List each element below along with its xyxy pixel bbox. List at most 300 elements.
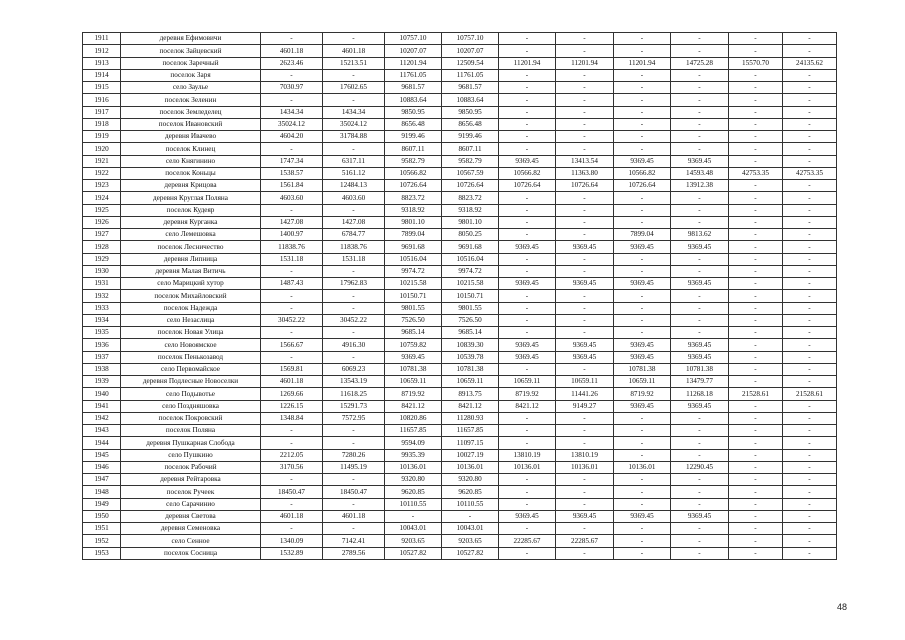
value-cell: - [499,253,556,265]
value-cell: - [729,155,783,167]
value-cell: - [729,449,783,461]
value-cell: - [556,131,614,143]
value-cell: - [499,412,556,424]
value-cell: - [499,118,556,130]
value-cell: - [614,265,671,277]
value-cell: 1340.09 [261,535,323,547]
value-cell: - [556,314,614,326]
value-cell: - [556,265,614,277]
value-cell: - [671,131,729,143]
value-cell: 7030.97 [261,82,323,94]
settlement-name-cell: поселок Ручеек [121,486,261,498]
row-number-cell: 1938 [83,363,121,375]
value-cell: - [729,523,783,535]
row-number-cell: 1926 [83,216,121,228]
value-cell: - [671,535,729,547]
value-cell: 8421.12 [385,400,442,412]
row-number-cell: 1945 [83,449,121,461]
value-cell: - [323,351,385,363]
value-cell: 9801.55 [442,302,499,314]
value-cell: 2623.46 [261,57,323,69]
value-cell: - [323,33,385,45]
settlement-name-cell: поселок Заря [121,69,261,81]
value-cell: 1348.84 [261,412,323,424]
value-cell: - [729,94,783,106]
value-cell: - [671,523,729,535]
value-cell: - [556,363,614,375]
table-row [83,290,837,302]
value-cell: - [614,143,671,155]
settlement-name-cell: село Новоямское [121,339,261,351]
table-row [83,106,837,118]
value-cell: - [671,69,729,81]
row-number-cell: 1952 [83,535,121,547]
settlement-name-cell: поселок Земледелец [121,106,261,118]
value-cell: 35024.12 [323,118,385,130]
value-cell: - [614,486,671,498]
value-cell: 1532.89 [261,547,323,559]
value-cell: 10566.82 [385,167,442,179]
value-cell: 10215.58 [385,278,442,290]
value-cell: - [499,486,556,498]
value-cell: - [556,192,614,204]
value-cell: - [556,253,614,265]
value-cell: 4601.18 [323,45,385,57]
table-row [83,82,837,94]
value-cell: - [671,253,729,265]
table-row [83,241,837,253]
value-cell: 10781.38 [385,363,442,375]
table-row [83,45,837,57]
value-cell: - [783,253,837,265]
value-cell: 9369.45 [671,400,729,412]
value-cell: 9801.10 [385,216,442,228]
value-cell: - [729,510,783,522]
value-cell: 1400.97 [261,229,323,241]
value-cell: - [499,327,556,339]
value-cell: - [729,327,783,339]
table-row [83,547,837,559]
value-cell: 1561.84 [261,180,323,192]
value-cell: 1531.18 [323,253,385,265]
value-cell: 10150.71 [442,290,499,302]
value-cell: - [729,192,783,204]
row-number-cell: 1913 [83,57,121,69]
value-cell: - [729,265,783,277]
value-cell: - [671,94,729,106]
value-cell: - [729,143,783,155]
value-cell: 11268.18 [671,388,729,400]
value-cell: - [323,437,385,449]
table-row [83,265,837,277]
row-number-cell: 1925 [83,204,121,216]
value-cell: - [323,69,385,81]
value-cell: - [614,131,671,143]
value-cell: 1427.08 [261,216,323,228]
value-cell: - [729,376,783,388]
value-cell: - [499,290,556,302]
value-cell: - [614,82,671,94]
value-cell: - [556,547,614,559]
table-row [83,449,837,461]
value-cell: - [499,523,556,535]
value-cell: 10757.10 [442,33,499,45]
settlement-name-cell: поселок Поляна [121,425,261,437]
table-row [83,425,837,437]
table-row [83,216,837,228]
value-cell: - [783,400,837,412]
table-row [83,339,837,351]
settlement-name-cell: поселок Сосница [121,547,261,559]
settlement-name-cell: село Пушкино [121,449,261,461]
row-number-cell: 1944 [83,437,121,449]
value-cell: 8656.48 [385,118,442,130]
value-cell: 6069.23 [323,363,385,375]
table-row [83,253,837,265]
value-cell: 22285.67 [556,535,614,547]
table-row [83,302,837,314]
value-cell: 7526.50 [442,314,499,326]
row-number-cell: 1948 [83,486,121,498]
value-cell: - [614,498,671,510]
value-cell: 10781.38 [614,363,671,375]
settlement-name-cell: село Лемешовка [121,229,261,241]
value-cell: 17602.65 [323,82,385,94]
value-cell: 8421.12 [499,400,556,412]
table-row [83,363,837,375]
value-cell: - [729,363,783,375]
value-cell: 9369.45 [614,339,671,351]
value-cell: 9850.95 [442,106,499,118]
value-cell: - [783,412,837,424]
value-cell: - [783,327,837,339]
value-cell: 9935.39 [385,449,442,461]
value-cell: 11201.94 [614,57,671,69]
value-cell: 10516.04 [442,253,499,265]
value-cell: - [261,327,323,339]
table-row [83,327,837,339]
value-cell: - [783,437,837,449]
value-cell: 24135.62 [783,57,837,69]
value-cell: 8421.12 [442,400,499,412]
value-cell: - [499,143,556,155]
value-cell: 9199.46 [442,131,499,143]
value-cell: - [783,204,837,216]
value-cell: - [614,412,671,424]
settlement-name-cell: поселок Ивановский [121,118,261,130]
value-cell: 4601.18 [261,45,323,57]
value-cell: 10110.55 [385,498,442,510]
value-cell: - [783,216,837,228]
row-number-cell: 1928 [83,241,121,253]
value-cell: 8913.75 [442,388,499,400]
value-cell: - [556,33,614,45]
settlement-name-cell: деревня Ивачево [121,131,261,143]
value-cell: - [556,229,614,241]
value-cell: - [783,523,837,535]
settlement-name-cell: село Сарачинио [121,498,261,510]
value-cell: - [671,33,729,45]
value-cell: 7899.04 [385,229,442,241]
row-number-cell: 1947 [83,474,121,486]
value-cell: - [783,302,837,314]
row-number-cell: 1922 [83,167,121,179]
value-cell: - [783,155,837,167]
value-cell: 13479.77 [671,376,729,388]
value-cell: - [614,290,671,302]
value-cell: 21528.61 [729,388,783,400]
value-cell: - [556,302,614,314]
tariff-table [82,32,837,560]
value-cell: 10726.64 [442,180,499,192]
value-cell: 10781.38 [671,363,729,375]
value-cell: - [729,535,783,547]
settlement-name-cell: деревня Курганка [121,216,261,228]
table-row [83,180,837,192]
value-cell: 13413.54 [556,155,614,167]
value-cell: - [729,204,783,216]
value-cell: 10726.64 [614,180,671,192]
settlement-name-cell: деревня Крицова [121,180,261,192]
value-cell: 1487.43 [261,278,323,290]
value-cell: 11657.85 [442,425,499,437]
value-cell: 7280.26 [323,449,385,461]
value-cell: - [671,216,729,228]
value-cell: 10820.86 [385,412,442,424]
value-cell: - [729,486,783,498]
value-cell: 10566.82 [614,167,671,179]
value-cell: - [783,339,837,351]
value-cell: 21528.61 [783,388,837,400]
value-cell: - [614,204,671,216]
table-row [83,388,837,400]
row-number-cell: 1921 [83,155,121,167]
value-cell: - [729,461,783,473]
value-cell: - [323,94,385,106]
value-cell: 11495.19 [323,461,385,473]
table-row [83,192,837,204]
table-row [83,57,837,69]
value-cell: 10207.07 [442,45,499,57]
value-cell: 9203.65 [442,535,499,547]
settlement-name-cell: поселок Зеленин [121,94,261,106]
row-number-cell: 1918 [83,118,121,130]
value-cell: 10726.64 [556,180,614,192]
value-cell: - [499,106,556,118]
value-cell: - [671,192,729,204]
value-cell: - [614,425,671,437]
value-cell: 35024.12 [261,118,323,130]
value-cell: 7142.41 [323,535,385,547]
value-cell: 6784.77 [323,229,385,241]
table-row [83,167,837,179]
value-cell: - [614,192,671,204]
value-cell: - [729,253,783,265]
table-row [83,412,837,424]
value-cell: 2212.05 [261,449,323,461]
value-cell: 10781.38 [442,363,499,375]
value-cell: 9369.45 [671,351,729,363]
value-cell: - [614,302,671,314]
table-row [83,229,837,241]
value-cell: 10527.82 [442,547,499,559]
value-cell: 9318.92 [442,204,499,216]
value-cell: - [783,82,837,94]
value-cell: 6317.11 [323,155,385,167]
row-number-cell: 1917 [83,106,121,118]
value-cell: 42753.35 [783,167,837,179]
settlement-name-cell: деревня Малая Витичь [121,265,261,277]
value-cell: 1434.34 [323,106,385,118]
value-cell: 11657.85 [385,425,442,437]
row-number-cell: 1911 [83,33,121,45]
settlement-name-cell: село Незаслица [121,314,261,326]
value-cell: 9369.45 [671,339,729,351]
value-cell: 4916.30 [323,339,385,351]
row-number-cell: 1933 [83,302,121,314]
value-cell: 8823.72 [385,192,442,204]
value-cell: - [323,143,385,155]
table-row [83,535,837,547]
value-cell: 9149.27 [556,400,614,412]
value-cell: 9685.14 [442,327,499,339]
value-cell: - [729,241,783,253]
row-number-cell: 1923 [83,180,121,192]
value-cell: - [261,498,323,510]
value-cell: 10659.11 [385,376,442,388]
value-cell: - [729,425,783,437]
value-cell: 4603.60 [323,192,385,204]
value-cell: - [783,486,837,498]
value-cell: 9320.80 [442,474,499,486]
value-cell: - [499,82,556,94]
value-cell: 10136.01 [556,461,614,473]
value-cell: - [556,45,614,57]
value-cell: - [783,351,837,363]
settlement-name-cell: деревня Рейтаровка [121,474,261,486]
value-cell: 12509.54 [442,57,499,69]
settlement-name-cell: деревня Пушкарная Слобода [121,437,261,449]
settlement-name-cell: деревня Семеновка [121,523,261,535]
table-row [83,461,837,473]
value-cell: 11761.05 [385,69,442,81]
settlement-name-cell: поселок Михайловский [121,290,261,302]
value-cell: 10136.01 [614,461,671,473]
value-cell: - [614,118,671,130]
value-cell: - [783,33,837,45]
value-cell: - [671,204,729,216]
value-cell: 9369.45 [499,278,556,290]
value-cell: 4604.20 [261,131,323,143]
value-cell: - [499,33,556,45]
value-cell: - [499,204,556,216]
row-number-cell: 1941 [83,400,121,412]
value-cell: - [614,216,671,228]
value-cell: - [499,45,556,57]
value-cell: - [729,474,783,486]
value-cell: 8823.72 [442,192,499,204]
value-cell: - [499,192,556,204]
row-number-cell: 1935 [83,327,121,339]
value-cell: 22285.67 [499,535,556,547]
value-cell: - [671,265,729,277]
value-cell: 9369.45 [556,351,614,363]
value-cell: - [614,474,671,486]
value-cell: - [261,425,323,437]
value-cell: - [556,118,614,130]
value-cell: - [556,425,614,437]
value-cell: 2789.56 [323,547,385,559]
value-cell: 9369.45 [614,351,671,363]
value-cell: - [729,216,783,228]
value-cell: - [783,278,837,290]
table-row [83,510,837,522]
value-cell: - [671,547,729,559]
value-cell: - [729,498,783,510]
settlement-name-cell: село Подывотье [121,388,261,400]
row-number-cell: 1927 [83,229,121,241]
value-cell: 1747.34 [261,155,323,167]
value-cell: - [783,547,837,559]
settlement-name-cell: поселок Надежда [121,302,261,314]
row-number-cell: 1914 [83,69,121,81]
value-cell: - [671,118,729,130]
table-row [83,400,837,412]
value-cell: 1427.08 [323,216,385,228]
value-cell: - [671,474,729,486]
value-cell: - [499,498,556,510]
value-cell: - [671,449,729,461]
value-cell: 9369.45 [499,241,556,253]
value-cell: 9369.45 [614,400,671,412]
value-cell: - [499,69,556,81]
settlement-name-cell: поселок Рабочий [121,461,261,473]
settlement-name-cell: поселок Зайцевский [121,45,261,57]
value-cell: 1538.57 [261,167,323,179]
value-cell: 8607.11 [442,143,499,155]
value-cell: - [783,45,837,57]
value-cell: - [671,486,729,498]
value-cell: 10043.01 [385,523,442,535]
value-cell: 10883.64 [442,94,499,106]
value-cell: 11280.93 [442,412,499,424]
value-cell: 9369.45 [556,510,614,522]
value-cell: - [261,351,323,363]
value-cell: 9369.45 [614,278,671,290]
value-cell: 9813.62 [671,229,729,241]
value-cell: 9594.09 [385,437,442,449]
value-cell: - [556,437,614,449]
value-cell: - [783,118,837,130]
value-cell: - [671,45,729,57]
value-cell: - [499,216,556,228]
value-cell: 9369.45 [614,241,671,253]
value-cell: - [556,82,614,94]
value-cell: - [729,82,783,94]
value-cell: - [729,229,783,241]
row-number-cell: 1939 [83,376,121,388]
value-cell: - [499,474,556,486]
value-cell: - [556,327,614,339]
value-cell: 11441.26 [556,388,614,400]
value-cell: 10726.64 [385,180,442,192]
value-cell: - [729,412,783,424]
value-cell: - [614,106,671,118]
row-number-cell: 1951 [83,523,121,535]
row-number-cell: 1949 [83,498,121,510]
value-cell: - [783,498,837,510]
value-cell: 9369.45 [614,155,671,167]
